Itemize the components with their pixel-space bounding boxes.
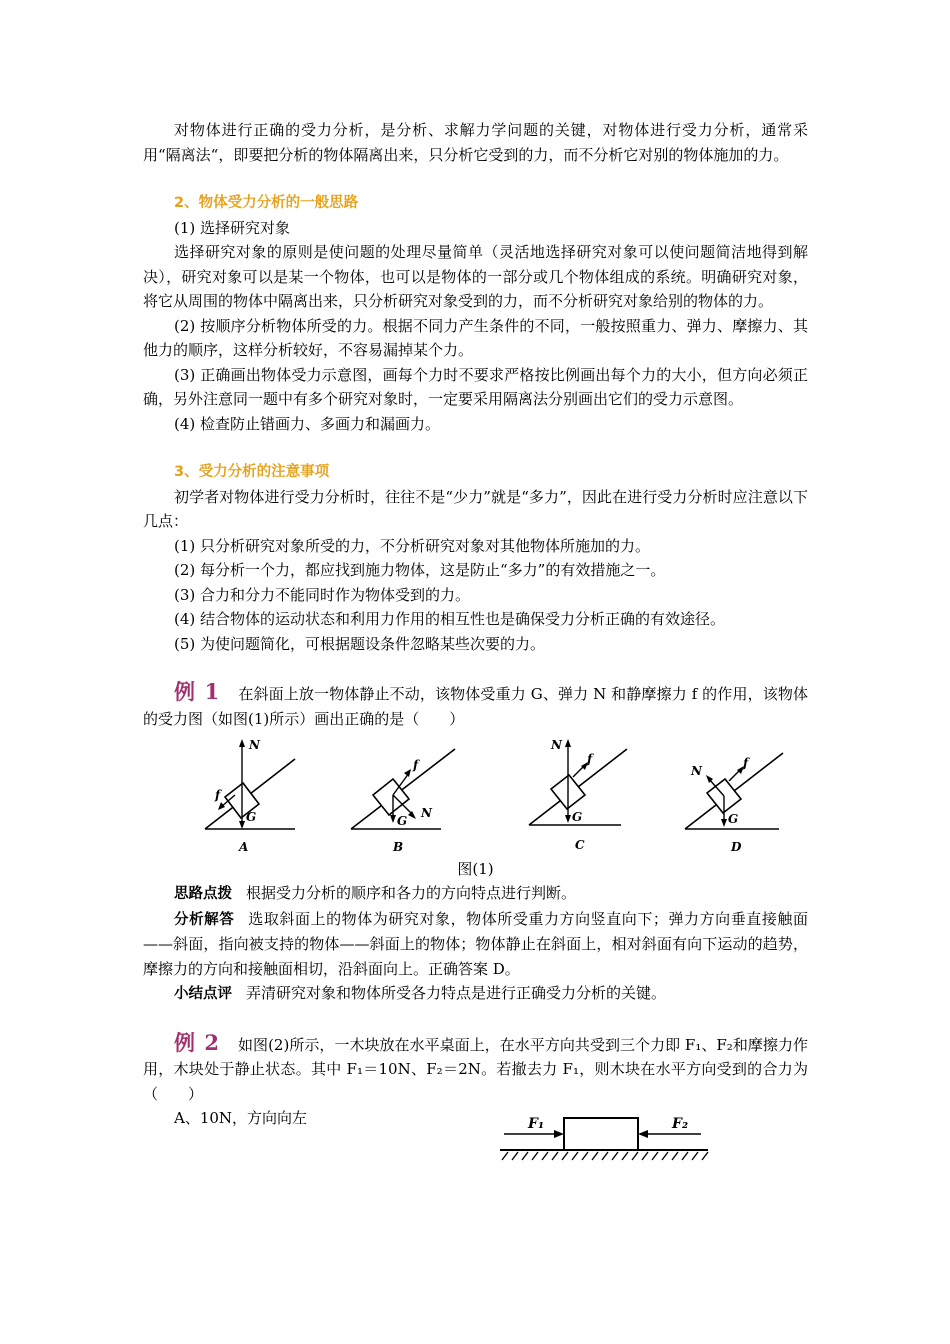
section3-item: (3) 合力和分力不能同时作为物体受到的力。 <box>174 585 471 604</box>
example1-label: 例 1 <box>174 679 221 704</box>
example2-label: 例 2 <box>174 1029 220 1055</box>
document-page <box>143 118 808 1176</box>
intro-paragraph: 对物体进行正确的受力分析，是分析、求解力学问题的关键，对物体进行受力分析，通常采用“隔离法“，即要把分析的物体隔离出来，只分析它受到的力，而不分析它对别的物体施加的力。 <box>143 121 808 164</box>
force-label-n: N <box>421 806 432 820</box>
force-label-g: G <box>246 810 257 824</box>
answer-tag: 分析解答 <box>174 911 235 928</box>
comment-tag: 小结点评 <box>174 986 232 1002</box>
example2-area <box>143 1106 808 1176</box>
force-label-n: N <box>551 738 562 752</box>
section2-item: (2) 按顺序分析物体所受的力。根据不同力产生条件的不同，一般按照重力、弹力、摩擦力、其他力的顺序，这样分析较好，不容易漏掉某个力。 <box>143 316 808 359</box>
panel-letter-c: C <box>575 838 585 852</box>
section3-item: (4) 结合物体的运动状态和利用力作用的相互性也是确保受力分析正确的有效途径。 <box>174 610 726 628</box>
hint-text: 根据受力分析的顺序和各力的方向特点进行判断。 <box>246 884 577 902</box>
section2-item: (1) 选择研究对象 <box>174 218 291 237</box>
figure-panel-c <box>523 737 643 855</box>
example2-option-a: A、10N，方向向左 <box>174 1109 308 1127</box>
figure2-block-on-table <box>496 1106 711 1168</box>
force-label-g: G <box>728 812 739 826</box>
section2-item: 选择研究对象的原则是使问题的处理尽量简单（灵活地选择研究对象可以使问题简洁地得到解决），研究对象可以是某一个物体，也可以是物体的一部分或几个物体组成的系统。明确研究对象，将它从周围的物体中隔离出来，只分析研究对象受到的力，而不分析研究对象给别的物体的力。 <box>143 243 808 310</box>
force-label-f: f <box>743 756 749 770</box>
example1-question: 在斜面上放一物体静止不动，该物体受重力 G、弹力 N 和静摩擦力 f 的作用，该物体的受力图（如图(1)所示）画出正确的是（ ） <box>143 685 808 728</box>
section3-item: (1) 只分析研究对象所受的力，不分析研究对象对其他物体所施加的力。 <box>174 536 651 555</box>
panel-letter-a: A <box>239 840 249 854</box>
force-label-f: f <box>215 788 221 802</box>
example1-answer <box>143 907 808 982</box>
force-label-f: f <box>413 758 419 772</box>
panel-letter-d: D <box>731 840 742 854</box>
example2-question-block <box>143 1031 808 1107</box>
hint-tag: 思路点拨 <box>174 886 232 902</box>
force-label-n: N <box>249 738 260 752</box>
example1-question-block <box>143 680 808 731</box>
section3-item: (5) 为使问题简化，可根据题设条件忽略某些次要的力。 <box>174 634 546 653</box>
section3-title: 3、受力分析的注意事项 <box>174 464 330 480</box>
example2-question: 如图(2)所示，一木块放在水平桌面上，在水平方向共受到三个力即 F₁、F₂和摩擦力作用，木块处于静止状态。其中 F₁＝10N、F₂＝2N。若撤去力 F₁，则木块在水平方向受到的合力为（ ） <box>143 1035 808 1103</box>
figure-panel-a <box>195 737 305 855</box>
example1-hint <box>143 881 808 907</box>
force-label-n: N <box>691 764 702 778</box>
force-label-f: f <box>587 752 593 766</box>
figure1-caption: 图(1) <box>457 860 494 878</box>
section2-title: 2、物体受力分析的一般思路 <box>174 195 359 211</box>
force-label-g: G <box>397 814 408 828</box>
answer-text: 选取斜面上的物体为研究对象，物体所受重力方向竖直向下；弹力方向垂直接触面——斜面，指向被支持的物体——斜面上的物体；物体静止在斜面上，相对斜面有向下运动的趋势，摩擦力的方向和接触面相切，沿斜面向上。正确答案 D。 <box>143 909 808 978</box>
force-label-g: G <box>572 810 583 824</box>
section2-item: (3) 正确画出物体受力示意图，画每个力时不要求严格按比例画出每个力的大小，但方向必须正确，另外注意同一题中有多个研究对象时，一定要采用隔离法分别画出它们的受力示意图。 <box>143 365 808 408</box>
label-f2: F₂ <box>672 1116 689 1132</box>
figure-panel-d <box>679 737 799 855</box>
section2-item: (4) 检查防止错画力、多画力和漏画力。 <box>174 414 441 433</box>
section3-item: (2) 每分析一个力，都应找到施力物体，这是防止“多力”的有效措施之一。 <box>174 561 666 579</box>
label-f1: F₁ <box>528 1116 545 1132</box>
comment-text: 弄清研究对象和物体所受各力特点是进行正确受力分析的关键。 <box>246 984 667 1002</box>
example1-comment <box>143 981 808 1007</box>
panel-letter-b: B <box>393 840 404 854</box>
section3-lead: 初学者对物体进行受力分析时，往往不是“少力”就是“多力”，因此在进行受力分析时应注意以下几点： <box>143 487 808 530</box>
figure-panel-b <box>343 737 473 855</box>
example1-figure <box>143 737 808 857</box>
